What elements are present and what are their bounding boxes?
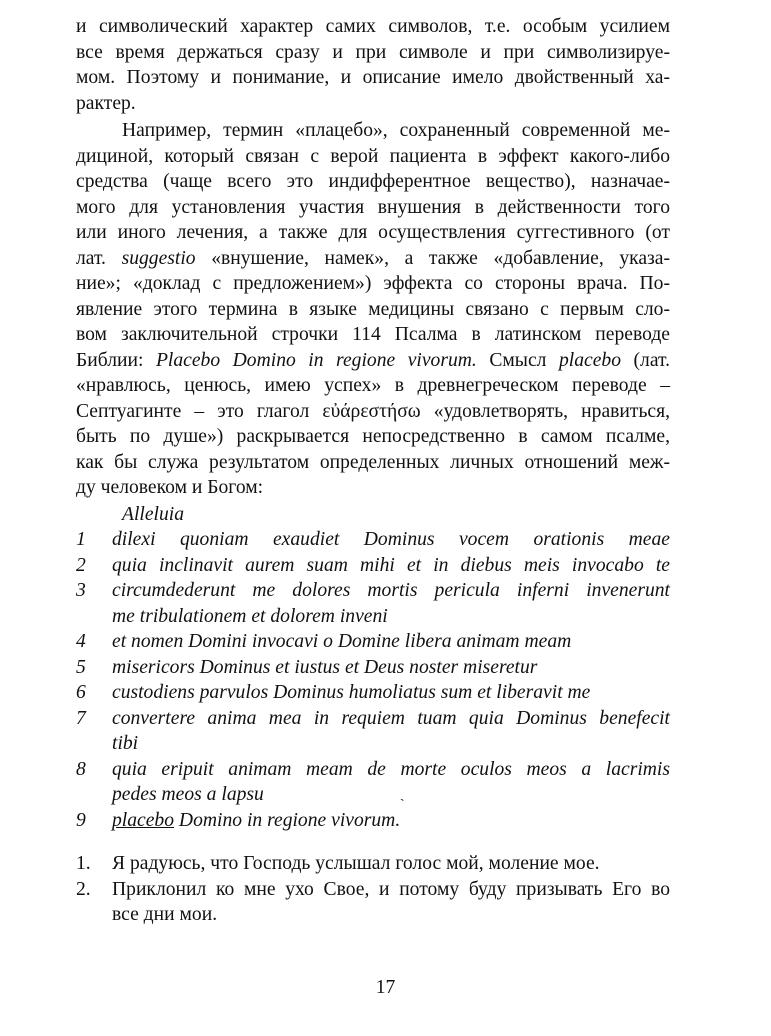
text-run: Библии:: [76, 349, 156, 371]
text-line: явление этого термина в языке медицины связано с первым сло-: [76, 298, 670, 320]
psalm-heading: Alleluia: [122, 503, 185, 525]
psalm-verse: [76, 553, 670, 579]
text-line: «нравлюсь, ценюсь, имею успех» в древнегреческом переводе –: [76, 375, 670, 396]
verse-line: quia inclinavit aurem suam mihi et in diebus meis invocabo te: [112, 554, 670, 576]
page-number: 17: [375, 977, 396, 998]
psalm-block: [76, 502, 670, 834]
text-line: быть по душе») раскрывается непосредственно в самом псалме,: [76, 426, 670, 447]
psalm-verse: [76, 757, 670, 808]
verse-number: 7: [76, 707, 86, 729]
text-line: Например, термин «плацебо», сохраненный современной ме-: [122, 120, 670, 141]
note-number: 2.: [76, 878, 91, 900]
psalm-verse: [76, 629, 670, 655]
verse-line: me tribulationem et dolorem inveni: [112, 605, 388, 627]
verse-line: [112, 782, 670, 808]
note-line: Приклонил ко мне ухо Свое, и потому буду призывать Его во: [112, 878, 670, 900]
verse-number: 6: [76, 682, 86, 703]
note-item: [76, 851, 670, 877]
verse-line-text: Domino in regione vivorum.: [174, 809, 401, 831]
text-line: Септуагинте – это глагол εὐάρεστήσω «удовлетворять, нравиться,: [76, 400, 670, 422]
underlined-word: placebo: [112, 809, 175, 831]
psalm-verse: [76, 578, 670, 629]
paragraph-1: [76, 14, 670, 116]
latin-term: suggestio: [121, 247, 196, 269]
verse-line: misericors Dominus et iustus et Deus noster miseretur: [112, 656, 538, 678]
verse-line: quia eripuit animam meam de morte oculos meos a lacrimis: [112, 758, 670, 780]
verse-line: dilexi quoniam exaudiet Dominus vocem orationis meae: [112, 529, 670, 550]
text-line: дициной, который связан с верой пациента в эффект какого-либо: [76, 145, 670, 167]
text-run: лат.: [76, 247, 122, 269]
verse-number: 9: [76, 809, 86, 831]
paragraph-2: [76, 118, 670, 501]
text-run: «внушение, намек», а также «добавление, указа-: [195, 247, 670, 269]
psalm-verse: [76, 706, 670, 757]
note-number: 1.: [76, 853, 91, 874]
text-run: (лат.: [621, 349, 670, 371]
psalm-verse: [76, 655, 670, 681]
verse-number: 8: [76, 758, 86, 780]
text-line: средства (чаще всего это индифферентное вещество), назначае-: [76, 171, 670, 192]
text-line: мого для установления участия внушения в действенности того: [76, 196, 670, 218]
text-line: все время держаться сразу и при символе и при символизируе-: [76, 41, 670, 63]
psalm-verse: [76, 808, 670, 834]
verse-number: 4: [76, 631, 86, 652]
text-line: ние»; «доклад с предложением») эффекта со стороны врача. По-: [76, 273, 670, 294]
text-line: ду человеком и Богом:: [76, 477, 264, 498]
psalm-verse: [76, 680, 670, 706]
stray-mark: ˎ: [399, 787, 405, 802]
latin-quote: Placebo Domino in regione vivorum.: [155, 349, 477, 371]
verse-number: 1: [76, 529, 86, 550]
translation-notes: [76, 851, 670, 928]
verse-line: circumdederunt me dolores mortis pericula inferni invenerunt: [112, 580, 670, 601]
verse-line: convertere anima mea in requiem tuam quia Dominus benefecit: [112, 707, 670, 729]
text-run: Смысл: [476, 349, 559, 371]
text-line: вом заключительной строчки 114 Псалма в латинском переводе: [76, 324, 670, 345]
psalm-verse: [76, 527, 670, 553]
verse-number: 2: [76, 554, 86, 576]
verse-line: [112, 808, 670, 834]
text-line: и символический характер самих символов, т.е. особым усилием: [76, 16, 670, 37]
verse-line: custodiens parvulos Dominus humoliatus sum et liberavit me: [112, 682, 591, 703]
verse-line: tibi: [112, 733, 139, 754]
verse-line: et nomen Domini invocavi o Domine libera animam meam: [112, 631, 572, 652]
text-line: рактер.: [76, 92, 136, 114]
text-line: [76, 246, 670, 272]
verse-number: 5: [76, 656, 86, 678]
note-item: [76, 877, 670, 928]
text-line: [76, 348, 670, 374]
text-line: как бы служа результатом определенных личных отношений меж-: [76, 451, 670, 473]
latin-term: placebo: [558, 349, 621, 371]
page-body: [76, 14, 670, 928]
text-line: мом. Поэтому и понимание, и описание имело двойственный ха-: [76, 67, 670, 88]
note-line: все дни мои.: [112, 904, 218, 925]
verse-number: 3: [76, 580, 86, 601]
verse-line-text: pedes meos a lapsu: [112, 784, 264, 805]
text-line: или иного лечения, а также для осуществления суггестивного (от: [76, 222, 670, 243]
note-line: Я радуюсь, что Господь услышал голос мой, моление мое.: [112, 853, 600, 874]
